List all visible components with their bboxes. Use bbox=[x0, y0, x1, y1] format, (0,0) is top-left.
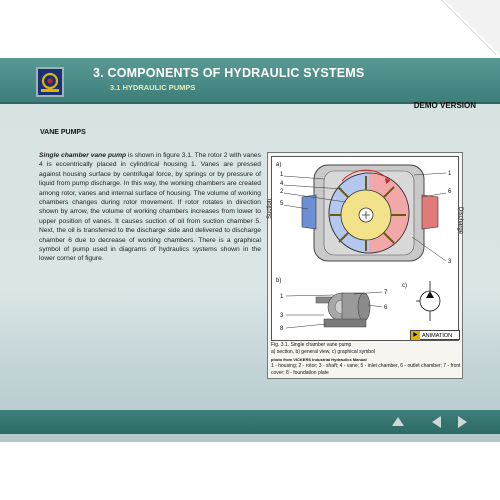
discharge-label: Discharge bbox=[457, 207, 463, 235]
suction-label: Suction bbox=[267, 198, 273, 219]
panel-b-label: b) bbox=[276, 278, 282, 284]
figure-drawing bbox=[267, 157, 463, 340]
callout-b-8: 8 bbox=[280, 326, 284, 332]
paragraph-text: is shown in figure 3.1. The rotor 2 with vanes 4 is eccentrically placed in cylindrical housing 1. Vanes are pressed against housing surface by centrifugal force, by springs or by pressure of liquid from pump discharge. In this way, the working chambers are created among rotor, vanes and internal surface of housing. The volume of working chambers changes during rotor movement. If rotor rotates in direction shown by arrow, the volume of working chambers increases from lower to upper position of vanes. It causes suction of oil from suction chamber 5. Next, the oil is transferred to the discharge side and delivered to discharge chamber 6 due to decrease of working chambers. There is a graphical symbol of pump used in diagrams of hydraulics systems shown in the lower corner of figure. bbox=[39, 152, 261, 263]
callout-a-3: 3 bbox=[448, 259, 452, 265]
header-bar bbox=[0, 58, 500, 104]
figure-drawing-frame bbox=[267, 156, 463, 341]
panel-c-label: c) bbox=[402, 283, 407, 289]
callout-a-4: 4 bbox=[280, 181, 284, 187]
animation-button[interactable] bbox=[410, 330, 460, 340]
callout-b-7: 7 bbox=[384, 290, 388, 296]
callout-a-5: 5 bbox=[280, 201, 284, 207]
callout-b-6: 6 bbox=[384, 305, 388, 311]
callout-a-1: 1 bbox=[280, 172, 284, 178]
figure-panel bbox=[267, 152, 463, 379]
body-paragraph bbox=[39, 151, 261, 264]
panel-a-label: a) bbox=[276, 162, 282, 168]
page-corner bbox=[445, 0, 500, 55]
nav-up-icon[interactable] bbox=[392, 417, 404, 426]
demo-version-label: DEMO VERSION bbox=[413, 101, 476, 110]
callout-b-1: 1 bbox=[280, 294, 284, 300]
section-title: VANE PUMPS bbox=[40, 129, 86, 136]
callout-b-3: 3 bbox=[280, 313, 284, 319]
callout-a-2: 2 bbox=[280, 189, 284, 195]
animation-button-label: ANIMATION bbox=[422, 333, 453, 339]
play-icon: ▶ bbox=[411, 331, 420, 340]
logo-icon bbox=[36, 67, 64, 97]
page-title: 3. COMPONENTS OF HYDRAULIC SYSTEMS bbox=[93, 66, 365, 80]
page-subtitle: 3.1 HYDRAULIC PUMPS bbox=[110, 83, 196, 92]
callout-a-1b: 1 bbox=[448, 171, 452, 177]
lead-italic: Single chamber vane pump bbox=[39, 152, 127, 159]
callout-a-6: 6 bbox=[448, 189, 452, 195]
figure-caption bbox=[271, 342, 461, 377]
pump-symbol-icon bbox=[416, 281, 440, 321]
nav-next-icon[interactable] bbox=[458, 416, 467, 428]
pump-photo bbox=[316, 293, 370, 327]
caption-parts: a) section, b) general view, c) graphical symbol bbox=[271, 349, 375, 355]
footer-bar bbox=[0, 410, 500, 434]
caption-legend: 1 - housing; 2 - rotor; 3 - shaft; 4 - vane; 5 - inlet chamber, 6 - outlet chamber; 7 - front cover; 8 - foundation plate bbox=[271, 363, 461, 376]
caption-title: Fig. 3.1. Single chamber vane pump bbox=[271, 342, 352, 348]
nav-prev-icon[interactable] bbox=[432, 416, 441, 428]
caption-source: photo from VICKERS Industrial Hydraulics Manual bbox=[271, 357, 367, 362]
